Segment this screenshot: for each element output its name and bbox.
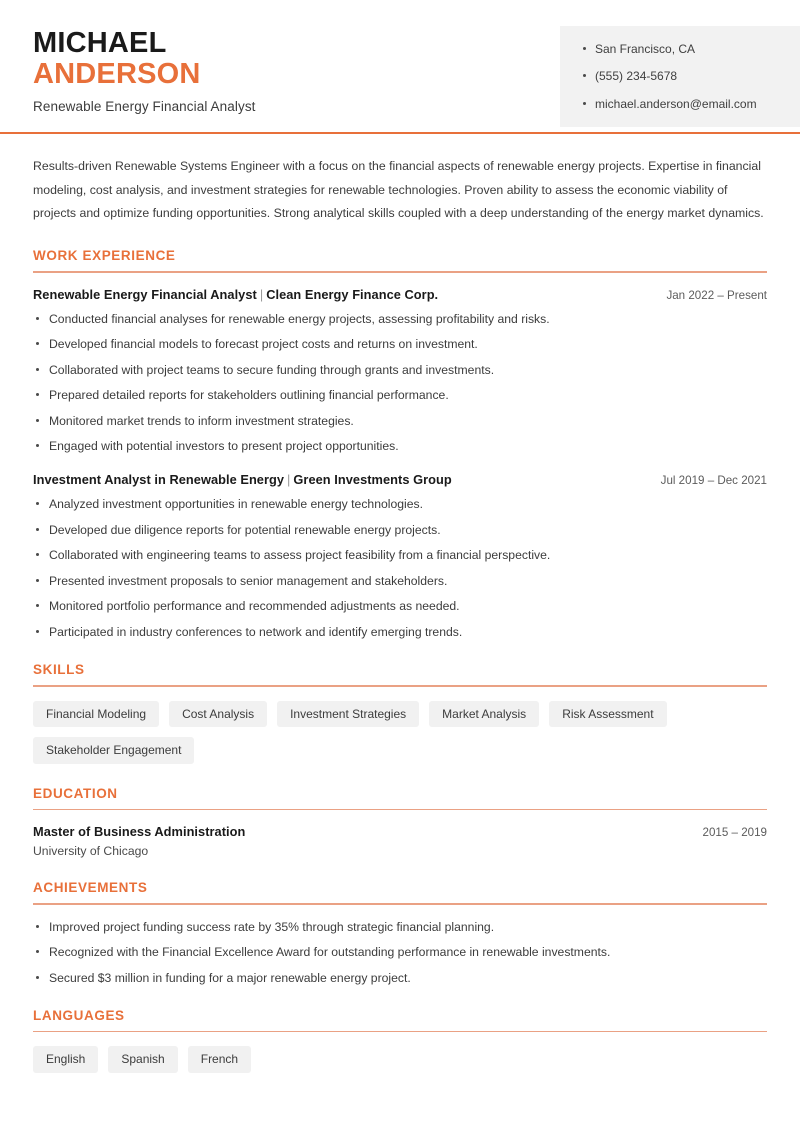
section-divider — [33, 903, 767, 905]
skill-tag: Financial Modeling — [33, 701, 159, 727]
language-tag: Spanish — [108, 1046, 177, 1072]
education-school: University of Chicago — [33, 844, 149, 859]
list-item: Collaborated with project teams to secure funding through grants and investments. — [33, 362, 767, 378]
list-item: Prepared detailed reports for stakeholders outlining financial performance. — [33, 387, 767, 403]
experience-entry — [33, 472, 767, 640]
experience-date: Jul 2019 – Dec 2021 — [660, 474, 767, 488]
skill-tag: Risk Assessment — [549, 701, 666, 727]
contact-email[interactable]: michael.anderson@email.com — [582, 97, 800, 111]
experience-company: Clean Energy Finance Corp. — [266, 286, 439, 302]
section-languages — [33, 1008, 767, 1073]
education-entry — [33, 824, 767, 858]
education-entry-header — [33, 824, 767, 839]
list-item: Participated in industry conferences to network and identify emerging trends. — [33, 624, 767, 640]
experience-company: Green Investments Group — [293, 472, 452, 488]
section-title-skills: SKILLS — [33, 662, 85, 678]
title-separator: | — [259, 286, 264, 302]
contact-location: San Francisco, CA — [582, 42, 800, 56]
section-divider — [33, 685, 767, 687]
first-name: MICHAEL — [33, 27, 167, 59]
section-divider — [33, 809, 767, 811]
education-date: 2015 – 2019 — [702, 826, 767, 840]
language-tag: French — [188, 1046, 251, 1072]
section-achievements — [33, 880, 767, 986]
section-title-work-experience: WORK EXPERIENCE — [33, 248, 176, 264]
list-item: Developed financial models to forecast project costs and returns on investment. — [33, 336, 767, 352]
achievements-list — [33, 919, 767, 986]
skills-tag-list — [33, 701, 767, 764]
contact-box — [560, 26, 800, 127]
experience-bullets — [33, 496, 767, 640]
list-item: Presented investment proposals to senior management and stakeholders. — [33, 573, 767, 589]
experience-entry-header — [33, 287, 767, 302]
header-divider — [0, 132, 800, 134]
experience-title-line — [33, 472, 452, 487]
experience-entry-header — [33, 472, 767, 487]
resume-header — [0, 0, 800, 133]
section-title-languages: LANGUAGES — [33, 1007, 125, 1023]
list-item: Conducted financial analyses for renewable energy projects, assessing profitability and risks. — [33, 311, 767, 327]
section-work-experience — [33, 248, 767, 640]
list-item: Secured $3 million in funding for a major renewable energy project. — [33, 970, 767, 986]
skill-tag: Market Analysis — [429, 701, 539, 727]
list-item: Recognized with the Financial Excellence Award for outstanding performance in renewable investments. — [33, 944, 767, 960]
experience-entry — [33, 287, 767, 455]
section-education — [33, 786, 767, 859]
experience-title-line — [33, 287, 438, 302]
section-title-achievements: ACHIEVEMENTS — [33, 880, 148, 896]
languages-tag-list — [33, 1046, 767, 1072]
experience-role: Renewable Energy Financial Analyst — [33, 286, 257, 302]
last-name: ANDERSON — [33, 58, 201, 91]
contact-list — [582, 42, 800, 111]
skill-tag: Cost Analysis — [169, 701, 267, 727]
education-degree: Master of Business Administration — [33, 824, 246, 840]
list-item: Developed due diligence reports for potential renewable energy projects. — [33, 522, 767, 538]
experience-role: Investment Analyst in Renewable Energy — [33, 472, 285, 488]
list-item: Engaged with potential investors to present project opportunities. — [33, 438, 767, 454]
contact-phone: (555) 234-5678 — [582, 69, 800, 83]
list-item: Analyzed investment opportunities in renewable energy technologies. — [33, 496, 767, 512]
title-separator: | — [287, 472, 291, 488]
list-item: Monitored market trends to inform investment strategies. — [33, 413, 767, 429]
skill-tag: Investment Strategies — [277, 701, 419, 727]
header-identity — [0, 22, 256, 114]
list-item: Monitored portfolio performance and recommended adjustments as needed. — [33, 598, 767, 614]
professional-summary: Results-driven Renewable Systems Engineer with a focus on the financial aspects of renewable energy projects. Expertise in financial modeling, cost analysis, and investment strategies for renewable technologies. Proven ability to assess the economic viability of projects and optimize funding opportunities. Strong analytical skills coupled with a deep understanding of the energy market dynamics. — [33, 159, 764, 221]
section-skills — [33, 662, 767, 763]
headline-job-title: Renewable Energy Financial Analyst — [33, 99, 256, 115]
section-divider — [33, 1031, 767, 1033]
resume-body — [0, 155, 800, 1073]
list-item: Improved project funding success rate by 35% through strategic financial planning. — [33, 919, 767, 935]
experience-date: Jan 2022 – Present — [666, 288, 767, 302]
section-divider — [33, 271, 767, 273]
language-tag: English — [33, 1046, 98, 1072]
list-item: Collaborated with engineering teams to assess project feasibility from a financial perspective. — [33, 547, 767, 563]
skill-tag: Stakeholder Engagement — [33, 737, 194, 763]
section-title-education: EDUCATION — [33, 785, 118, 801]
experience-bullets — [33, 311, 767, 455]
